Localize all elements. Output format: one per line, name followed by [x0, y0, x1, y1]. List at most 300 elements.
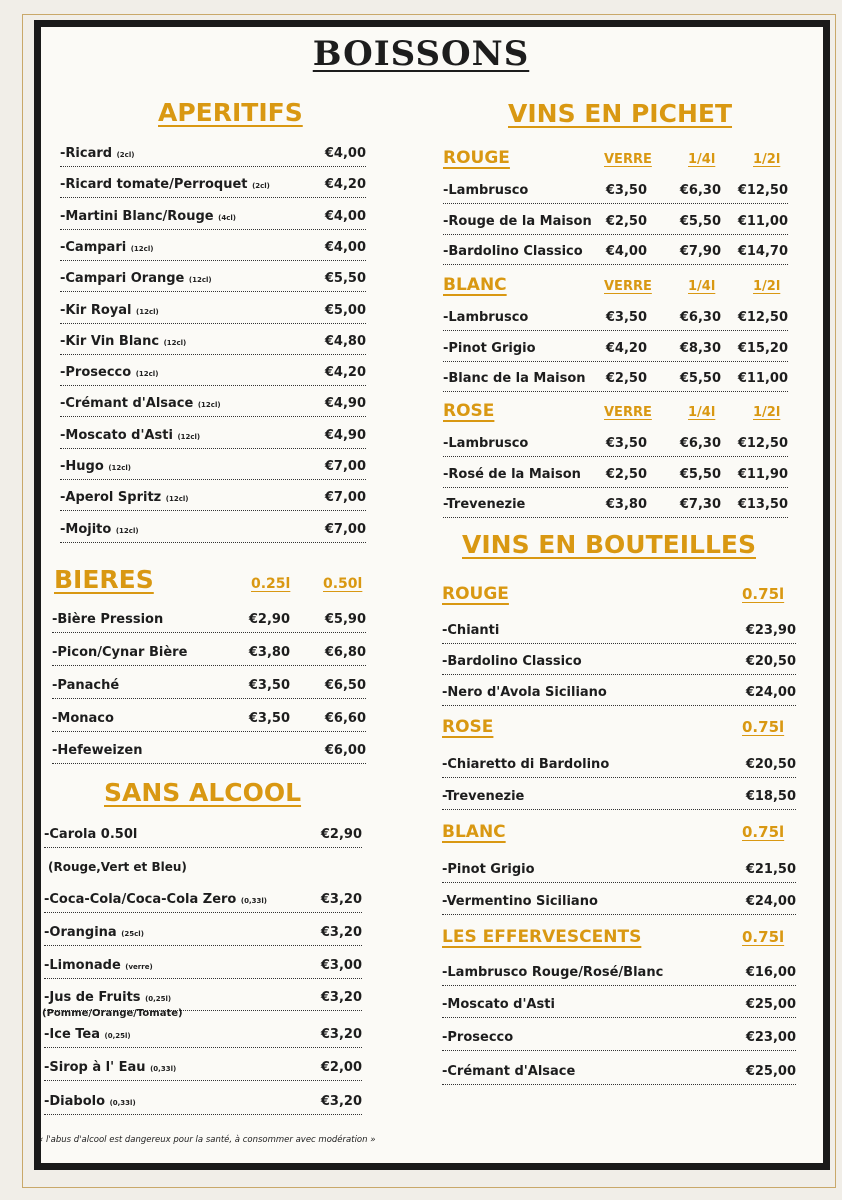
item-name — [442, 894, 598, 909]
item-price: €7,30 — [679, 497, 721, 512]
item-price: €3,80 — [605, 497, 647, 512]
item-size: (verre) — [125, 963, 153, 971]
menu-row — [60, 303, 366, 321]
item-price: €24,00 — [745, 894, 796, 909]
menu-row — [52, 612, 366, 630]
item-name — [52, 612, 163, 627]
item-name-text: -Sirop à l' Eau — [44, 1060, 146, 1075]
item-size: (12cl) — [188, 276, 212, 285]
menu-row — [443, 214, 788, 232]
dotted-leader — [442, 914, 796, 915]
menu-row — [44, 925, 362, 943]
item-name — [60, 428, 200, 443]
item-name — [44, 925, 144, 940]
bouteilles-size: 0.75l — [742, 928, 785, 946]
menu-row — [442, 685, 796, 703]
menu-row — [60, 490, 366, 508]
item-price: €14,70 — [737, 244, 788, 259]
item-price: €3,00 — [320, 958, 362, 973]
dotted-leader — [60, 416, 366, 417]
bieres-title: BIERES — [54, 565, 154, 594]
item-price: €3,50 — [605, 183, 647, 198]
item-name — [443, 183, 528, 198]
item-price: €2,90 — [248, 612, 290, 627]
item-name-text: -Monaco — [52, 711, 114, 726]
item-price: €11,90 — [737, 466, 788, 482]
dotted-leader — [442, 882, 796, 883]
item-price: €6,30 — [679, 183, 721, 198]
item-price: €15,20 — [737, 340, 788, 356]
dotted-leader — [60, 260, 366, 261]
item-name — [60, 365, 158, 380]
bouteilles-group-title: LES EFFERVESCENTS — [442, 927, 642, 947]
item-price: €3,20 — [320, 990, 362, 1005]
dotted-leader — [60, 542, 366, 543]
dotted-leader — [60, 354, 366, 355]
item-name — [443, 244, 583, 259]
item-name-text: -Bardolino Classico — [443, 244, 583, 259]
dotted-leader — [442, 705, 796, 706]
item-price: €11,00 — [737, 371, 788, 386]
item-name-text: -Martini Blanc/Rouge — [60, 208, 214, 224]
item-name — [60, 396, 221, 411]
item-size: (0,25l) — [145, 995, 172, 1003]
header-verre: VERRE — [604, 279, 652, 294]
item-size: (0,33l) — [240, 897, 267, 905]
item-name-text: -Hefeweizen — [52, 743, 143, 758]
item-name — [442, 1030, 513, 1045]
dotted-leader — [52, 665, 366, 666]
item-price: €2,50 — [605, 213, 647, 229]
item-price: €2,90 — [320, 827, 362, 842]
item-size: (0,33l) — [109, 1099, 136, 1107]
item-name-text: -Blanc de la Maison — [443, 371, 586, 386]
item-name — [443, 310, 528, 325]
item-price: €4,00 — [324, 146, 366, 161]
item-price: €12,50 — [737, 310, 788, 325]
item-size: (12cl) — [197, 401, 221, 410]
item-name — [60, 209, 236, 224]
item-name — [52, 678, 119, 693]
item-price: €2,50 — [605, 371, 647, 386]
dotted-leader — [442, 643, 796, 644]
item-name-text: -Picon/Cynar Bière — [52, 645, 188, 660]
item-name — [443, 341, 536, 356]
menu-row — [60, 459, 366, 477]
menu-row — [44, 1060, 362, 1078]
item-name — [443, 371, 586, 386]
menu-row — [442, 654, 796, 672]
header-quart: 1/4l — [688, 405, 716, 420]
item-name-text: -Kir Royal — [60, 302, 132, 318]
item-name — [60, 146, 134, 161]
item-price: €6,80 — [324, 645, 366, 660]
menu-row — [442, 789, 796, 807]
jus-note: (Pomme/Orange/Tomate) — [42, 1008, 183, 1019]
item-name — [44, 827, 137, 842]
menu-row — [442, 965, 796, 983]
item-name-text: -Diabolo — [44, 1094, 106, 1109]
item-size: (2cl) — [252, 182, 270, 191]
item-name — [44, 990, 171, 1005]
menu-row — [44, 892, 362, 910]
item-name-text: -Orangina — [44, 925, 117, 940]
dotted-leader — [443, 517, 788, 518]
menu-row — [60, 334, 366, 352]
item-name-text: -Lambrusco — [443, 436, 529, 451]
item-price: €5,50 — [679, 213, 721, 229]
item-name — [44, 892, 267, 907]
item-name — [60, 303, 159, 318]
dotted-leader — [443, 264, 788, 265]
item-name — [60, 271, 212, 286]
item-price: €7,90 — [679, 244, 721, 259]
item-price: €5,90 — [324, 612, 366, 627]
dotted-leader — [44, 978, 362, 979]
item-price: €7,00 — [324, 459, 366, 474]
dotted-leader — [60, 323, 366, 324]
item-name — [60, 334, 186, 349]
dotted-leader — [442, 985, 796, 986]
item-price: €16,00 — [745, 965, 796, 980]
menu-row — [443, 497, 788, 515]
header-demi: 1/2l — [753, 279, 781, 294]
health-warning: « l'abus d'alcool est dangereux pour la santé, à consommer avec modération » — [38, 1135, 376, 1145]
item-name — [60, 240, 153, 255]
item-size: (2cl) — [116, 151, 135, 159]
item-name-text: -Lambrusco — [443, 183, 529, 198]
item-price: €3,50 — [248, 678, 290, 693]
item-size: (4cl) — [218, 213, 236, 222]
menu-row — [443, 244, 788, 262]
header-verre: VERRE — [604, 152, 652, 167]
item-name-text: -Carola 0.50l — [44, 827, 138, 842]
dotted-leader — [44, 1047, 362, 1048]
item-size: (0,33l) — [150, 1065, 177, 1073]
bouteilles-group-title: BLANC — [442, 822, 506, 842]
bieres-col-050: 0.50l — [323, 576, 363, 592]
item-price: €2,00 — [320, 1060, 362, 1075]
dotted-leader — [60, 229, 366, 230]
item-price: €21,50 — [745, 862, 796, 877]
item-name-text: -Limonade — [44, 958, 121, 973]
item-price: €3,50 — [248, 711, 290, 726]
item-price: €24,00 — [745, 685, 796, 700]
item-name-text: -Ricard tomate/Perroquet — [60, 177, 248, 193]
menu-row — [443, 183, 788, 201]
menu-row — [52, 645, 366, 663]
item-name-text: -Crémant d'Alsace — [442, 1064, 576, 1079]
menu-title: BOISSONS — [312, 34, 530, 74]
item-size: (25cl) — [121, 930, 144, 938]
item-price: €8,30 — [679, 340, 721, 356]
dotted-leader — [60, 479, 366, 480]
dotted-leader — [60, 166, 366, 167]
item-size: (12cl) — [115, 526, 139, 535]
item-name-text: -Moscato d'Asti — [442, 997, 555, 1012]
item-name-text: -Trevenezie — [443, 497, 526, 512]
dotted-leader — [44, 912, 362, 913]
menu-row — [60, 146, 366, 164]
item-name — [442, 862, 535, 877]
item-price: €3,50 — [605, 310, 647, 325]
dotted-leader — [443, 330, 788, 331]
item-price: €7,00 — [324, 521, 366, 537]
item-price: €4,80 — [324, 333, 366, 349]
item-price: €4,00 — [324, 208, 366, 224]
item-size: (12cl) — [177, 432, 201, 441]
item-price: €3,80 — [248, 645, 290, 660]
item-size: (12cl) — [136, 307, 159, 316]
item-size: (12cl) — [108, 464, 132, 472]
item-price: €6,30 — [679, 310, 721, 325]
vins-pichet-title: VINS EN PICHET — [508, 99, 733, 128]
item-name-text: -Bière Pression — [52, 612, 164, 627]
menu-row — [52, 711, 366, 729]
pichet-group-title: ROSE — [443, 401, 495, 421]
item-price: €4,90 — [324, 396, 366, 412]
item-name — [60, 522, 139, 537]
item-price: €4,90 — [324, 427, 366, 443]
dotted-leader — [442, 777, 796, 778]
item-price: €3,20 — [320, 1027, 362, 1042]
dotted-leader — [443, 361, 788, 362]
item-name-text: -Campari Orange — [60, 271, 185, 287]
item-name — [44, 958, 153, 973]
item-name-text: -Prosecco — [60, 365, 132, 381]
item-name — [442, 789, 524, 804]
item-name — [442, 623, 499, 638]
bouteilles-size: 0.75l — [742, 823, 785, 841]
header-demi: 1/2l — [753, 152, 781, 167]
item-price: €4,20 — [324, 177, 366, 193]
item-name — [442, 1064, 575, 1079]
menu-row — [443, 467, 788, 485]
item-name — [44, 1060, 176, 1075]
menu-row — [442, 997, 796, 1015]
item-price: €23,00 — [745, 1030, 796, 1045]
item-price: €5,50 — [679, 371, 721, 386]
item-name-text: -Rouge de la Maison — [443, 213, 592, 229]
item-price: €3,50 — [605, 436, 647, 451]
bouteilles-group-title: ROSE — [442, 717, 494, 737]
item-price: €20,50 — [745, 757, 796, 772]
dotted-leader — [442, 809, 796, 810]
item-name-text: -Ice Tea — [44, 1027, 101, 1042]
dotted-leader — [443, 203, 788, 204]
item-name — [443, 497, 525, 512]
menu-row — [44, 1094, 362, 1112]
header-quart: 1/4l — [688, 152, 716, 167]
vins-bouteilles-title: VINS EN BOUTEILLES — [462, 530, 756, 559]
dotted-leader — [443, 391, 788, 392]
item-name-text: -Kir Vin Blanc — [60, 333, 160, 349]
menu-row — [60, 428, 366, 446]
sans-alcool-title: SANS ALCOOL — [104, 778, 302, 807]
dotted-leader — [44, 847, 362, 848]
item-name-text: -Coca-Cola/Coca-Cola Zero — [44, 892, 237, 907]
dotted-leader — [52, 763, 366, 764]
menu-row — [443, 436, 788, 454]
item-name — [442, 757, 609, 772]
bouteilles-size: 0.75l — [742, 585, 785, 603]
item-name — [443, 214, 592, 229]
pichet-group-title: BLANC — [443, 275, 507, 295]
item-price: €4,00 — [605, 244, 647, 259]
item-name — [60, 459, 131, 474]
item-name-text: -Prosecco — [442, 1030, 514, 1045]
menu-row — [443, 371, 788, 389]
item-price: €12,50 — [737, 436, 788, 451]
item-price: €4,20 — [605, 340, 647, 356]
item-name-text: -Mojito — [60, 521, 112, 537]
item-name-text: -Jus de Fruits — [44, 990, 141, 1005]
dotted-leader — [60, 510, 366, 511]
item-name — [60, 177, 270, 192]
item-price: €3,20 — [320, 892, 362, 907]
item-name — [442, 997, 555, 1012]
item-name-text: -Chianti — [442, 623, 500, 638]
item-price: €13,50 — [737, 497, 788, 512]
menu-row — [44, 827, 362, 845]
item-price: €6,00 — [324, 743, 366, 758]
menu-row — [60, 271, 366, 289]
dotted-leader — [52, 698, 366, 699]
item-name — [442, 654, 582, 669]
item-price: €11,00 — [737, 213, 788, 229]
dotted-leader — [442, 1084, 796, 1085]
menu-row — [44, 990, 362, 1008]
dotted-leader — [60, 448, 366, 449]
item-name-text: -Ricard — [60, 146, 113, 161]
item-price: €4,20 — [324, 365, 366, 381]
menu-row — [52, 678, 366, 696]
item-price: €25,00 — [745, 997, 796, 1012]
aperitifs-title: APERITIFS — [158, 98, 303, 127]
pichet-group-title: ROUGE — [443, 148, 510, 168]
item-name-text: -Pinot Grigio — [442, 862, 535, 877]
dotted-leader — [443, 487, 788, 488]
dotted-leader — [60, 197, 366, 198]
menu-row — [60, 522, 366, 540]
menu-row — [442, 757, 796, 775]
item-price: €2,50 — [605, 466, 647, 482]
item-name-text: -Chiaretto di Bardolino — [442, 757, 610, 772]
item-name-text: -Moscato d'Asti — [60, 427, 173, 443]
menu-row — [443, 310, 788, 328]
menu-row — [443, 341, 788, 359]
item-price: €5,00 — [324, 302, 366, 318]
item-price: €23,90 — [745, 623, 796, 638]
item-price: €25,00 — [745, 1064, 796, 1079]
item-name — [442, 685, 607, 700]
item-name — [44, 1027, 131, 1042]
item-name-text: -Panaché — [52, 678, 120, 693]
item-price: €20,50 — [745, 654, 796, 669]
item-size: (0,25l) — [104, 1032, 131, 1040]
item-size: (12cl) — [130, 244, 154, 253]
item-name-text: -Trevenezie — [442, 789, 525, 804]
menu-row — [442, 862, 796, 880]
item-name — [442, 965, 663, 980]
item-name-text: -Pinot Grigio — [443, 340, 536, 356]
item-name-text: -Campari — [60, 239, 127, 255]
dotted-leader — [60, 385, 366, 386]
item-name-text: -Aperol Spritz — [60, 490, 162, 506]
item-price: €6,60 — [324, 711, 366, 726]
item-price: €3,20 — [320, 925, 362, 940]
item-price: €6,50 — [324, 678, 366, 693]
menu-row — [60, 396, 366, 414]
item-name-text: -Rosé de la Maison — [443, 466, 581, 482]
item-price: €5,50 — [324, 271, 366, 287]
header-verre: VERRE — [604, 405, 652, 420]
dotted-leader — [44, 1114, 362, 1115]
menu-row — [442, 623, 796, 641]
item-price: €7,00 — [324, 490, 366, 506]
item-name — [44, 1094, 136, 1109]
item-name-text: -Crémant d'Alsace — [60, 396, 194, 412]
menu-row — [442, 894, 796, 912]
dotted-leader — [442, 1050, 796, 1051]
item-price: €3,20 — [320, 1094, 362, 1109]
bieres-col-025: 0.25l — [251, 576, 291, 592]
item-size: (12cl) — [163, 338, 187, 347]
menu-row — [44, 958, 362, 976]
bouteilles-group-title: ROUGE — [442, 584, 509, 604]
dotted-leader — [44, 1080, 362, 1081]
menu-row — [442, 1064, 796, 1082]
item-name-text: -Lambrusco Rouge/Rosé/Blanc — [442, 965, 664, 980]
menu-row — [60, 240, 366, 258]
item-name-text: -Nero d'Avola Siciliano — [442, 685, 607, 700]
item-name — [52, 711, 114, 726]
item-name — [52, 743, 143, 758]
dotted-leader — [442, 1017, 796, 1018]
item-name-text: -Hugo — [60, 459, 104, 474]
item-price: €18,50 — [745, 789, 796, 804]
menu-row — [52, 743, 366, 761]
menu-row — [44, 1027, 362, 1045]
item-size: (12cl) — [165, 495, 189, 504]
item-name-text: -Lambrusco — [443, 310, 529, 325]
dotted-leader — [442, 674, 796, 675]
dotted-leader — [52, 632, 366, 633]
dotted-leader — [52, 731, 366, 732]
header-demi: 1/2l — [753, 405, 781, 420]
dotted-leader — [443, 234, 788, 235]
dotted-leader — [60, 291, 366, 292]
item-name — [60, 490, 188, 505]
item-price: €12,50 — [737, 183, 788, 198]
header-quart: 1/4l — [688, 279, 716, 294]
item-name — [443, 436, 528, 451]
item-size: (12cl) — [135, 370, 159, 379]
menu-row — [60, 209, 366, 227]
dotted-leader — [443, 456, 788, 457]
menu-row — [60, 177, 366, 195]
carola-note: (Rouge,Vert et Bleu) — [48, 860, 187, 874]
menu-row — [442, 1030, 796, 1048]
menu-row — [60, 365, 366, 383]
item-price: €5,50 — [679, 466, 721, 482]
dotted-leader — [44, 945, 362, 946]
bouteilles-size: 0.75l — [742, 718, 785, 736]
item-price: €4,00 — [324, 239, 366, 255]
item-name — [52, 645, 187, 660]
item-price: €6,30 — [679, 436, 721, 451]
item-name — [443, 467, 581, 482]
